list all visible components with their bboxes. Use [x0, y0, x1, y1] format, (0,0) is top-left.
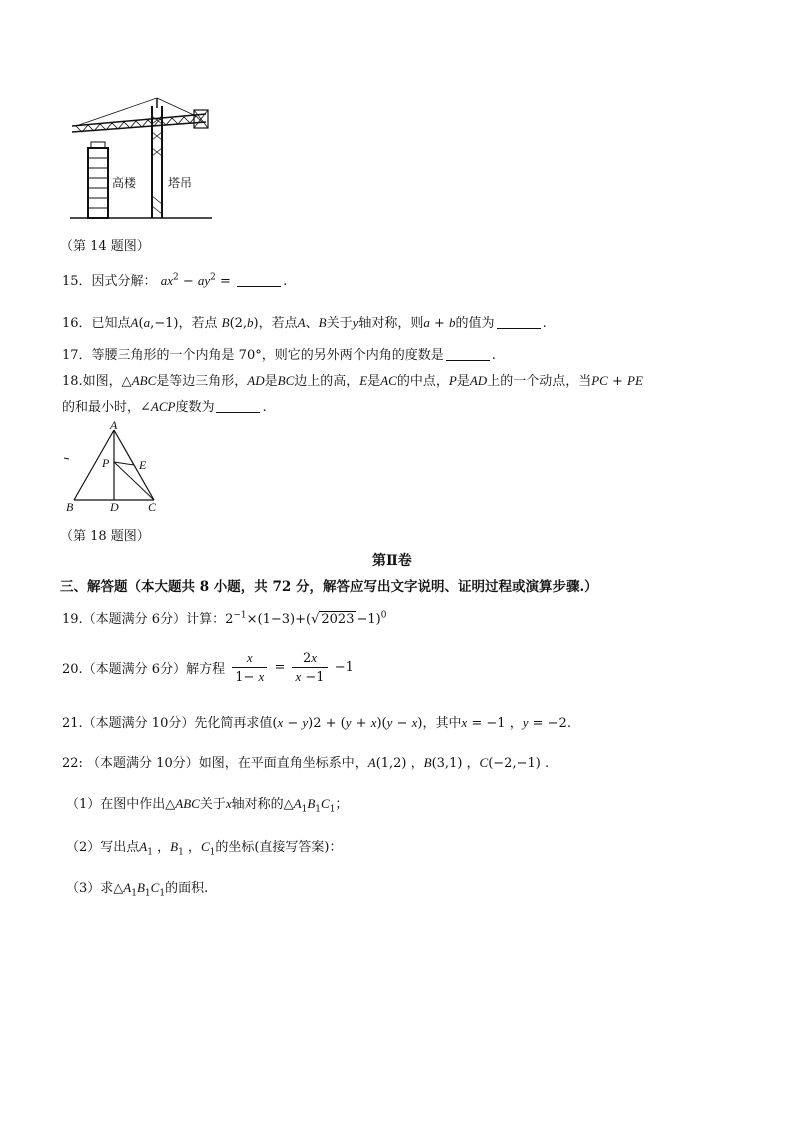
point-label-A: A: [110, 418, 118, 432]
question-18-line2: 的和最小时，∠ACP度数为 .: [62, 399, 267, 415]
point-label-B: B: [66, 500, 74, 514]
question-15: 15．因式分解： $ax^2 - ay^2$ = .: [62, 272, 288, 289]
section-title: 第Ⅱ卷: [372, 553, 412, 569]
point-label-E: E: [139, 458, 147, 472]
point-label-D: D: [110, 500, 119, 514]
question-22-part-2: （2）写出点$A_1$ ，$B_1$ ，$C_1$的坐标(直接写答案)：: [66, 839, 343, 858]
question-22-part-3: （3）求$\triangle A_1B_1C_1$的面积.: [66, 880, 209, 899]
label-building: 高楼: [112, 176, 137, 190]
label-crane: 塔吊: [168, 176, 193, 190]
answer-blank[interactable]: [446, 348, 490, 361]
figure-18-caption: （第 18 题图）: [60, 529, 150, 544]
answer-blank[interactable]: [216, 400, 260, 413]
question-21: 21.（本题满分 10分）先化简再求值(x − y)2 + (y + x)(y − x)，其中x = −1 ，y = −2.: [62, 715, 571, 731]
question-16: 16．已知点A(a,−1)，若点 B(2,b)，若点A、B关于y轴对称，则a + b的值为 .: [62, 315, 547, 331]
question-18-line1: 18.如图，△ABC是等边三角形，AD是BC边上的高，E是AC的中点，P是AD上的一个动点，当PC + PE: [62, 373, 643, 389]
point-label-P: P: [102, 456, 110, 470]
question-22: 22: （本题满分 10分）如图，在平面直角坐标系中，A(1,2) ，B(3,1) ，C(−2,−1) .: [62, 755, 550, 771]
question-20: 20.（本题满分 6分）解方程 $\frac{x}{1- x}$ = $\frac{2x}{x -1}$ −1: [62, 650, 354, 685]
question-17: 17．等腰三角形的一个内角是 70°，则它的另外两个内角的度数是 .: [62, 348, 496, 363]
figure-14-caption: （第 14 题图）: [60, 239, 150, 254]
answer-blank[interactable]: [237, 274, 281, 287]
answer-blank[interactable]: [497, 316, 541, 329]
section-heading: 三、解答题（本大题共 8 小题，共 72 分，解答应写出文字说明、证明过程或演算步骤.）: [60, 579, 598, 595]
question-22-part-1: （1）在图中作出△ABC关于x轴对称的$\triangle A_1B_1C_1$；: [66, 796, 349, 815]
question-19: 19.（本题满分 6分）计算：$2^{-1}\times(1-3)+(√$ 2023 −1)$^0$: [62, 610, 387, 627]
figure-14-crane: [66, 96, 216, 226]
point-label-C: C: [148, 500, 157, 514]
